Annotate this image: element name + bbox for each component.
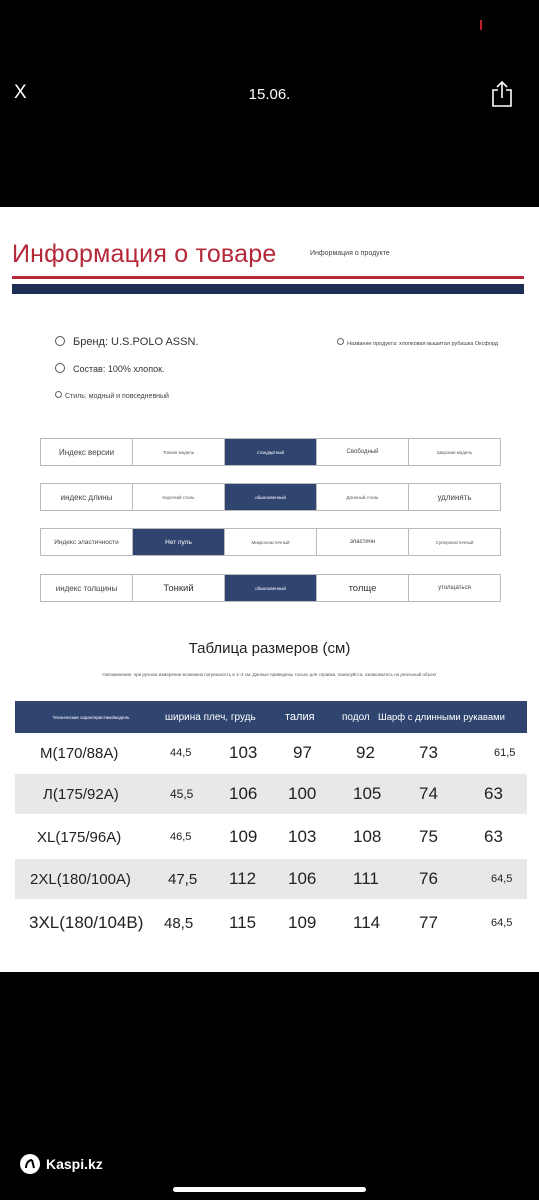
header-waist: талия xyxy=(285,711,315,723)
cell-value: 109 xyxy=(288,913,317,932)
attribute-option-selected: стандартный xyxy=(224,439,316,465)
composition-text: Состав: 100% хлопок. xyxy=(73,364,165,374)
size-table-header xyxy=(15,701,527,733)
cell-value: 46,5 xyxy=(170,831,192,843)
cell-value: 73 xyxy=(419,743,438,762)
cell-value: 44,5 xyxy=(170,747,192,759)
size-label: Л(175/92А) xyxy=(43,785,119,803)
attribute-option: Микроэластичный xyxy=(224,529,316,555)
cell-value: 64,5 xyxy=(491,917,513,929)
cell-value: 48,5 xyxy=(164,914,194,932)
attribute-option: Суперэластичный xyxy=(408,529,500,555)
cell-value: 63 xyxy=(484,784,503,803)
cell-value: 105 xyxy=(353,784,382,803)
product-name-text: Название продукта: хлопковая вышитая рубашка Оксфорд xyxy=(347,341,499,347)
attribute-row-length xyxy=(40,483,501,511)
kaspi-brand-text: Kaspi.kz xyxy=(46,1156,103,1172)
size-table-note: Напоминание: при ручном измерении возможна погрешность в 1–3 см. Данные приведены только для справки, пожалуйста, ознакомьтесь на реальный объект xyxy=(102,672,437,677)
cell-value: 109 xyxy=(229,827,258,846)
circle-icon xyxy=(337,338,344,345)
attribute-option: Тонкий xyxy=(132,575,224,601)
attribute-option: утолщаться xyxy=(408,575,500,601)
cell-value: 77 xyxy=(419,913,438,932)
attribute-option: удлинять xyxy=(408,484,500,510)
header-sleeve: Шарф с длинными рукавами xyxy=(378,711,505,723)
table-row xyxy=(15,817,527,857)
attribute-option: Широкая модель xyxy=(408,439,500,465)
circle-icon xyxy=(55,391,62,398)
cell-value: 106 xyxy=(288,869,317,888)
attribute-option: толще xyxy=(316,575,408,601)
size-label: М(170/88А) xyxy=(40,744,119,762)
cell-value: 64,5 xyxy=(491,873,513,885)
attribute-row-thickness xyxy=(40,574,501,602)
attribute-row-elasticity xyxy=(40,528,501,556)
cell-value: 63 xyxy=(484,827,503,846)
product-info-image xyxy=(0,207,539,972)
table-row xyxy=(15,733,527,773)
share-icon[interactable] xyxy=(489,80,515,108)
recording-indicator xyxy=(480,20,482,30)
attribute-label: индекс длины xyxy=(60,492,113,502)
attribute-option: Свободный xyxy=(316,439,408,465)
brand-info xyxy=(55,336,198,348)
attribute-label: Индекс версии xyxy=(58,447,115,457)
page-subtitle: Информация о продукте xyxy=(310,250,390,257)
table-row xyxy=(15,903,527,943)
cell-value: 100 xyxy=(288,784,317,803)
circle-icon xyxy=(55,363,65,373)
table-row xyxy=(15,859,527,899)
cell-value: 108 xyxy=(353,827,382,846)
cell-value: 45,5 xyxy=(170,787,194,801)
attribute-label: Индекс эластичности xyxy=(54,538,119,546)
cell-value: 61,5 xyxy=(494,747,516,759)
attribute-option-selected: обыкновенный xyxy=(224,484,316,510)
kaspi-logo-icon xyxy=(20,1154,40,1174)
table-row xyxy=(15,774,527,814)
divider-red xyxy=(12,276,524,279)
size-label: 2XL(180/100А) xyxy=(30,870,131,888)
attribute-option-selected: обыкновенный xyxy=(224,575,316,601)
cell-value: 114 xyxy=(353,913,381,932)
attribute-option: Тонкая модель xyxy=(132,439,224,465)
home-indicator[interactable] xyxy=(173,1187,366,1192)
cell-value: 75 xyxy=(419,827,438,846)
product-name-info xyxy=(337,338,498,347)
circle-icon xyxy=(55,336,65,346)
composition-info xyxy=(55,363,165,374)
style-info xyxy=(55,391,169,400)
cell-value: 76 xyxy=(419,869,438,888)
style-text: Стиль: модный и повседневный xyxy=(65,393,169,400)
cell-value: 112 xyxy=(229,869,257,888)
kaspi-watermark xyxy=(20,1154,103,1174)
size-table-title: Таблица размеров (см) xyxy=(188,640,351,657)
attribute-option: эластичн xyxy=(316,529,408,555)
attribute-label: индекс толщины xyxy=(55,583,118,593)
header-shoulder-chest: ширина плеч, грудь xyxy=(165,711,256,723)
header-model: Технические характеристики/модель xyxy=(52,714,130,720)
cell-value: 92 xyxy=(356,743,375,762)
size-label: 3XL(180/104B) xyxy=(29,913,144,932)
attribute-option-selected: Нет пуль xyxy=(132,529,224,555)
cell-value: 115 xyxy=(229,913,257,932)
cell-value: 103 xyxy=(288,827,317,846)
divider-navy xyxy=(12,284,524,294)
page-title: Информация о товаре xyxy=(12,240,277,268)
cell-value: 103 xyxy=(229,743,258,762)
cell-value: 97 xyxy=(293,743,312,762)
attribute-row-version xyxy=(40,438,501,466)
attribute-option: Короткий стиль xyxy=(132,484,224,510)
attribute-option: Длинный стиль xyxy=(316,484,408,510)
cell-value: 74 xyxy=(419,784,438,803)
cell-value: 106 xyxy=(229,784,258,803)
date-label: 15.06. xyxy=(248,86,291,103)
header-hem: подол xyxy=(342,711,370,723)
cell-value: 111 xyxy=(353,869,379,888)
size-label: XL(175/96А) xyxy=(37,828,122,846)
close-button[interactable]: X xyxy=(14,82,27,103)
cell-value: 47,5 xyxy=(168,870,198,888)
brand-text: Бренд: U.S.POLO ASSN. xyxy=(73,336,199,348)
